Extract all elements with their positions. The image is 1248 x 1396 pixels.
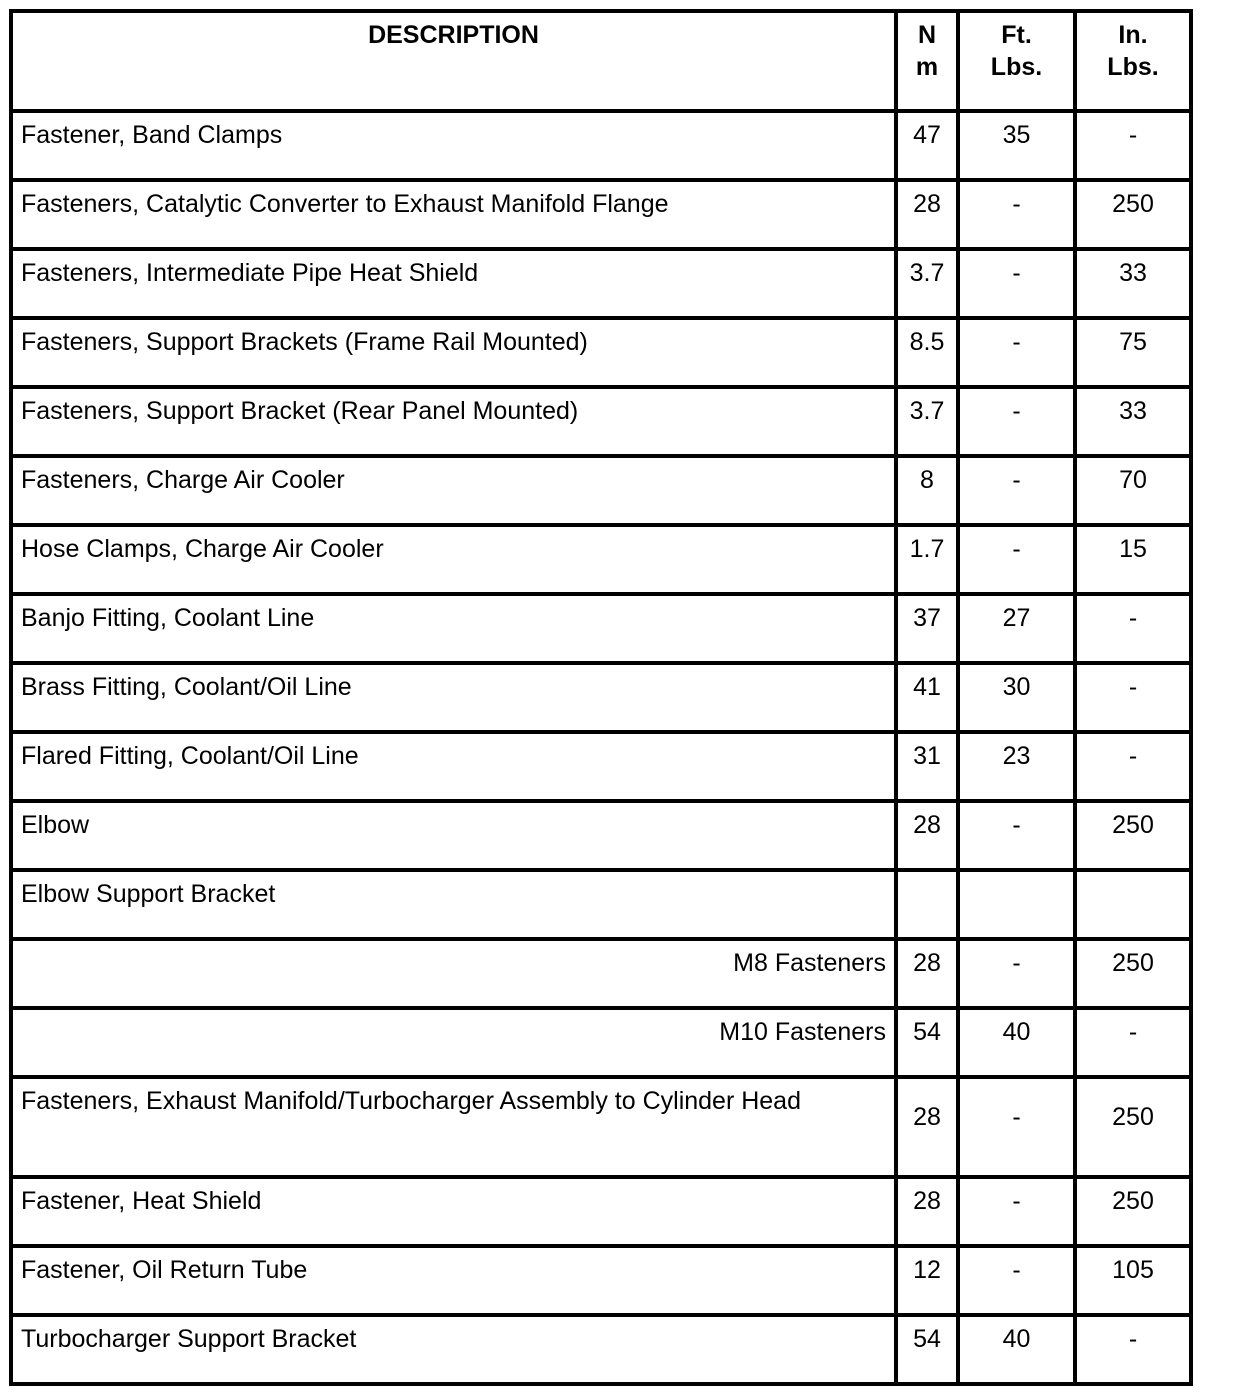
table-row [11,1177,1191,1246]
table-row [11,870,1191,939]
table-row [11,180,1191,249]
row-nm: 1.7 [896,525,958,594]
row-description: Fasteners, Charge Air Cooler [11,456,896,525]
row-ft-lbs: - [958,801,1075,870]
row-in-lbs: 250 [1075,801,1191,870]
row-in-lbs: 75 [1075,318,1191,387]
row-ft-lbs: - [958,1177,1075,1246]
row-in-lbs: - [1075,732,1191,801]
header-nm-line2: m [915,53,939,81]
row-ft-lbs: - [958,525,1075,594]
row-nm: 37 [896,594,958,663]
row-in-lbs: - [1075,594,1191,663]
row-description: Brass Fitting, Coolant/Oil Line [11,663,896,732]
header-nm [896,11,958,111]
row-description: Banjo Fitting, Coolant Line [11,594,896,663]
row-ft-lbs: - [958,1246,1075,1315]
row-nm: 28 [896,801,958,870]
header-in-line1: In. [1118,21,1148,49]
row-ft-lbs: 35 [958,111,1075,180]
table-row [11,111,1191,180]
row-ft-lbs [958,870,1075,939]
row-ft-lbs: - [958,318,1075,387]
row-ft-lbs: - [958,180,1075,249]
row-ft-lbs: - [958,456,1075,525]
row-nm: 8.5 [896,318,958,387]
row-in-lbs: 250 [1075,180,1191,249]
row-nm: 28 [896,1077,958,1177]
header-in-lbs [1075,11,1191,111]
header-in-line2: Lbs. [1107,53,1159,81]
row-description: Fasteners, Intermediate Pipe Heat Shield [11,249,896,318]
row-in-lbs: - [1075,1315,1191,1384]
row-nm: 31 [896,732,958,801]
row-nm: 54 [896,1008,958,1077]
row-nm: 12 [896,1246,958,1315]
table-row [11,1246,1191,1315]
row-nm: 41 [896,663,958,732]
table-row [11,594,1191,663]
table-row [11,732,1191,801]
header-description [11,11,896,111]
table-row [11,663,1191,732]
row-description: Fasteners, Catalytic Converter to Exhaust Manifold Flange [11,180,896,249]
table-row [11,387,1191,456]
row-description: Fastener, Band Clamps [11,111,896,180]
row-ft-lbs: - [958,1077,1075,1177]
header-ft-lbs [958,11,1075,111]
table-row [11,939,1191,1008]
row-description: Fasteners, Support Brackets (Frame Rail Mounted) [11,318,896,387]
table-row [11,249,1191,318]
row-description: Fastener, Heat Shield [11,1177,896,1246]
row-ft-lbs: - [958,249,1075,318]
row-description: Elbow Support Bracket [11,870,896,939]
header-ft-line2: Lbs. [990,53,1043,81]
row-in-lbs [1075,870,1191,939]
table-row [11,1315,1191,1384]
row-nm: 28 [896,939,958,1008]
row-ft-lbs: - [958,939,1075,1008]
row-nm: 54 [896,1315,958,1384]
header-row [11,11,1191,111]
table-row [11,525,1191,594]
row-nm: 47 [896,111,958,180]
table-row [11,801,1191,870]
row-in-lbs: 70 [1075,456,1191,525]
row-ft-lbs: 27 [958,594,1075,663]
header-nm-line1: N [917,21,937,49]
table-row [11,456,1191,525]
header-ft-line1: Ft. [1001,21,1032,49]
row-ft-lbs: 40 [958,1008,1075,1077]
row-in-lbs: - [1075,111,1191,180]
row-in-lbs: 250 [1075,939,1191,1008]
row-description: M10 Fasteners [11,1008,896,1077]
row-in-lbs: 33 [1075,249,1191,318]
table-row [11,1008,1191,1077]
row-description: Flared Fitting, Coolant/Oil Line [11,732,896,801]
row-nm: 28 [896,1177,958,1246]
row-nm [896,870,958,939]
row-description: Fasteners, Exhaust Manifold/Turbocharger Assembly to Cylinder Head [11,1077,896,1177]
row-ft-lbs: - [958,387,1075,456]
row-nm: 3.7 [896,249,958,318]
torque-spec-table [9,9,1193,1386]
row-in-lbs: 105 [1075,1246,1191,1315]
row-nm: 28 [896,180,958,249]
row-description: Fasteners, Support Bracket (Rear Panel Mounted) [11,387,896,456]
row-nm: 3.7 [896,387,958,456]
row-ft-lbs: 40 [958,1315,1075,1384]
row-description: M8 Fasteners [11,939,896,1008]
row-description: Fastener, Oil Return Tube [11,1246,896,1315]
row-description: Hose Clamps, Charge Air Cooler [11,525,896,594]
table-row [11,1077,1191,1177]
row-in-lbs: 250 [1075,1077,1191,1177]
row-nm: 8 [896,456,958,525]
row-in-lbs: 250 [1075,1177,1191,1246]
row-in-lbs: - [1075,663,1191,732]
row-in-lbs: 33 [1075,387,1191,456]
header-description-label: DESCRIPTION [368,21,539,49]
row-ft-lbs: 30 [958,663,1075,732]
row-in-lbs: - [1075,1008,1191,1077]
row-in-lbs: 15 [1075,525,1191,594]
table-row [11,318,1191,387]
row-description: Turbocharger Support Bracket [11,1315,896,1384]
row-description: Elbow [11,801,896,870]
row-ft-lbs: 23 [958,732,1075,801]
